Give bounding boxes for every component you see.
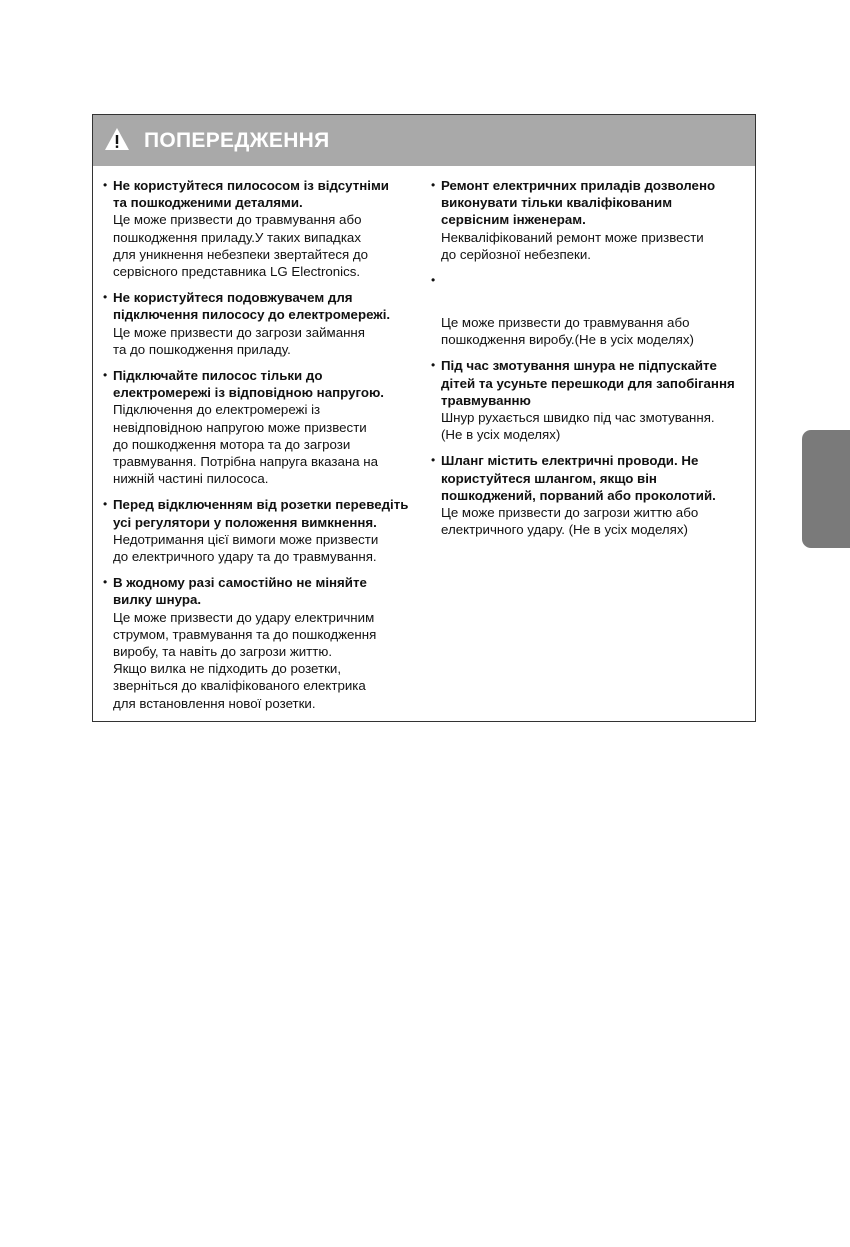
bullet: • xyxy=(431,358,436,373)
warning-item-title: В жодному разі самостійно не міняйте вилку шнура. xyxy=(113,575,367,608)
warning-item-title: Підключайте пилосос тільки до електромережі із відповідною напругою. xyxy=(113,368,384,401)
warning-item-body: Недотримання цієї вимоги може призвести до електричного удару та до травмування. xyxy=(113,531,379,565)
warning-item-body: Шнур рухається швидко під час змотування. (Не в усіх моделях) xyxy=(441,410,715,443)
warning-item-body: Це може призвести до загрози життю або електричного удару. (Не в усіх моделях) xyxy=(441,505,699,538)
warning-triangle-icon xyxy=(104,127,130,151)
warning-title: ПОПЕРЕДЖЕННЯ xyxy=(144,129,330,152)
bullet: • xyxy=(103,575,108,590)
warning-item-body: Підключення до електромережі із невідповідною напругою може призвести до пошкодження мотора та до загрози травмування. Потрібна напруга вказана на нижній частині пилососа. xyxy=(113,402,379,487)
warning-item xyxy=(103,289,415,358)
warning-item xyxy=(431,357,749,443)
bullet: • xyxy=(103,368,108,383)
warning-item-title: Шланг містить електричні проводи. Не користуйтеся шлангом, якщо він пошкоджений, порваний або проколотий. xyxy=(441,453,716,503)
warning-item xyxy=(103,574,415,712)
warning-box xyxy=(92,114,756,722)
right-column xyxy=(431,177,749,547)
left-column xyxy=(103,177,415,721)
bullet: • xyxy=(431,453,436,468)
warning-item-body: Це може призвести до травмування або пошкодження виробу.(Не в усіх моделях) xyxy=(441,315,694,348)
warning-item-body: Це може призвести до удару електричним струмом, травмування та до пошкодження виробу, та навіть до загрози життю. Якщо вилка не підходить до розетки, зверніться до кваліфікованого електрика для встановлення нової розетки. xyxy=(113,609,377,711)
warning-item-title: Під час змотування шнура не підпускайте дітей та усуньте перешкоди для запобігання травмуванню xyxy=(441,358,735,408)
warning-item xyxy=(103,496,415,565)
bullet: • xyxy=(431,178,436,192)
bullet: • xyxy=(103,290,108,305)
bullet: • xyxy=(103,178,108,192)
warning-item-empty xyxy=(431,272,749,314)
warning-item-title: Не користуйтеся пилососом із відсутніми та пошкодженими деталями. xyxy=(113,178,389,211)
warning-item xyxy=(431,177,749,263)
side-tab xyxy=(802,430,850,548)
warning-item xyxy=(431,314,749,348)
bullet: • xyxy=(103,497,108,512)
bullet: • xyxy=(431,273,436,288)
warning-item-title: Не користуйтеся подовжувачем для підключення пилососу до електромережі. xyxy=(113,290,391,323)
warning-item-body: Це може призвести до травмування або пошкодження приладу.У таких випадках для уникнення небезпеки звертайтеся до сервісного представника LG Electronics. xyxy=(113,212,369,280)
warning-item xyxy=(103,367,415,487)
warning-item-body: Некваліфікований ремонт може призвести до серйозної небезпеки. xyxy=(441,229,704,262)
warning-item-body: Це може призвести до загрози займання та до пошкодження приладу. xyxy=(113,324,365,357)
warning-item xyxy=(431,452,749,538)
warning-item-title: Перед відключенням від розетки переведіть усі регулятори у положення вимкнення. xyxy=(113,497,409,530)
warning-item-title: Ремонт електричних приладів дозволено виконувати тільки кваліфікованим сервісним інженерам. xyxy=(441,178,716,228)
warning-item xyxy=(103,177,415,280)
warning-header xyxy=(93,115,755,166)
